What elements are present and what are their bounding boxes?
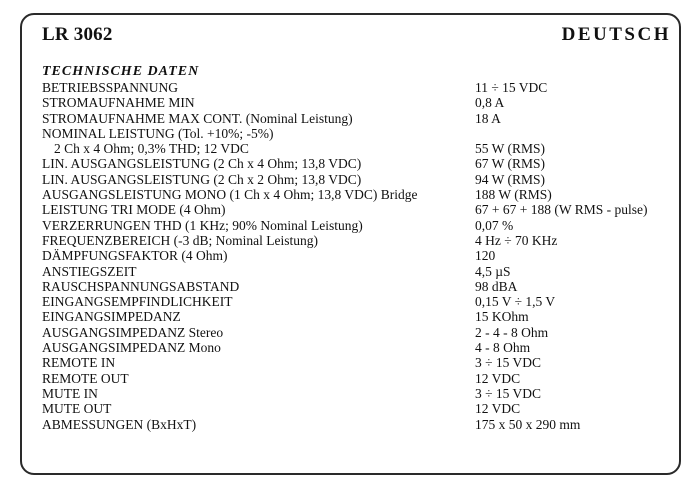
spec-label: EINGANGSEMPFINDLICHKEIT xyxy=(42,294,233,310)
spec-label: MUTE IN xyxy=(42,385,98,401)
spec-row-ausgangsimpedanz-stereo xyxy=(42,325,672,340)
spec-value: 120 xyxy=(475,248,496,264)
spec-value: 188 W (RMS) xyxy=(475,187,552,203)
spec-row-verzerrungen-thd xyxy=(42,218,672,233)
spec-label: LIN. AUSGANGSLEISTUNG (2 Ch x 4 Ohm; 13,8 VDC) xyxy=(42,156,362,172)
spec-value: 2 - 4 - 8 Ohm xyxy=(475,324,549,340)
spec-value: 12 VDC xyxy=(475,370,521,386)
spec-value: 175 x 50 x 290 mm xyxy=(475,416,581,432)
spec-row-frequenzbereich xyxy=(42,233,672,248)
spec-row-abmessungen xyxy=(42,417,672,432)
spec-value: 55 W (RMS) xyxy=(475,141,546,157)
spec-label: NOMINAL LEISTUNG (Tol. +10%; -5%) xyxy=(42,125,274,141)
spec-row-rauschspannungsabstand xyxy=(42,279,672,294)
spec-value: 3 ÷ 15 VDC xyxy=(475,355,542,371)
spec-label: STROMAUFNAHME MIN xyxy=(42,95,195,111)
spec-label: EINGANGSIMPEDANZ xyxy=(42,309,181,325)
spec-label: LEISTUNG TRI MODE (4 Ohm) xyxy=(42,202,226,218)
spec-row-ausgangsimpedanz-mono xyxy=(42,340,672,355)
spec-value: 0,15 V ÷ 1,5 V xyxy=(475,294,556,310)
spec-value: 12 VDC xyxy=(475,401,521,417)
spec-label: AUSGANGSIMPEDANZ Mono xyxy=(42,340,221,356)
spec-label: MUTE OUT xyxy=(42,401,112,417)
spec-label: BETRIEBSSPANNUNG xyxy=(42,80,179,95)
spec-label: REMOTE OUT xyxy=(42,370,129,386)
spec-label: DÄMPFUNGSFAKTOR (4 Ohm) xyxy=(42,248,228,264)
spec-label: LIN. AUSGANGSLEISTUNG (2 Ch x 2 Ohm; 13,8 VDC) xyxy=(42,171,362,187)
spec-label: STROMAUFNAHME MAX CONT. (Nominal Leistung) xyxy=(42,110,353,126)
spec-value: 15 KOhm xyxy=(475,309,529,325)
spec-value: 4 Hz ÷ 70 KHz xyxy=(475,232,558,248)
spec-row-leistung-tri-mode xyxy=(42,202,672,217)
spec-value: 67 + 67 + 188 (W RMS - pulse) xyxy=(475,202,648,218)
spec-label: REMOTE IN xyxy=(42,355,116,371)
spec-value: 11 ÷ 15 VDC xyxy=(475,80,548,95)
spec-row-daempfungsfaktor xyxy=(42,248,672,263)
spec-value: 3 ÷ 15 VDC xyxy=(475,385,542,401)
section-title: TECHNISCHE DATEN xyxy=(42,64,200,79)
spec-value: 0,07 % xyxy=(475,217,514,233)
language-label: DEUTSCH xyxy=(561,24,671,45)
spec-row-mute-out xyxy=(42,401,672,416)
spec-row-stromaufnahme-min xyxy=(42,95,672,110)
spec-row-eingangsimpedanz xyxy=(42,309,672,324)
spec-label: AUSGANGSIMPEDANZ Stereo xyxy=(42,324,224,340)
spec-value: 67 W (RMS) xyxy=(475,156,546,172)
spec-label: ABMESSUNGEN (BxHxT) xyxy=(42,416,197,432)
model-number: LR 3062 xyxy=(42,24,113,45)
spec-row-mute-in xyxy=(42,386,672,401)
spec-row-stromaufnahme-max xyxy=(42,111,672,126)
spec-row-nominal-leistung xyxy=(42,126,672,141)
spec-value: 94 W (RMS) xyxy=(475,171,546,187)
spec-row-lin-ausgangsleistung-2ohm xyxy=(42,172,672,187)
spec-label: ANSTIEGSZEIT xyxy=(42,263,137,279)
spec-sheet-box xyxy=(20,13,681,475)
spec-label: 2 Ch x 4 Ohm; 0,3% THD; 12 VDC xyxy=(54,141,249,157)
spec-row-nominal-2ch-4ohm xyxy=(42,141,672,156)
spec-label: RAUSCHSPANNUNGSABSTAND xyxy=(42,278,240,294)
spec-table xyxy=(42,80,672,432)
spec-label: FREQUENZBEREICH (-3 dB; Nominal Leistung) xyxy=(42,232,318,248)
spec-row-ausgangsleistung-mono xyxy=(42,187,672,202)
spec-row-eingangsempfindlichkeit xyxy=(42,294,672,309)
spec-row-lin-ausgangsleistung-4ohm xyxy=(42,156,672,171)
spec-row-remote-in xyxy=(42,355,672,370)
spec-row-betriebsspannung xyxy=(42,80,672,95)
spec-value: 4 - 8 Ohm xyxy=(475,340,531,356)
spec-row-remote-out xyxy=(42,371,672,386)
spec-row-anstiegszeit xyxy=(42,264,672,279)
spec-value: 4,5 µS xyxy=(475,263,511,279)
spec-label: VERZERRUNGEN THD (1 KHz; 90% Nominal Leistung) xyxy=(42,217,363,233)
spec-value: 18 A xyxy=(475,110,501,126)
spec-value: 0,8 A xyxy=(475,95,505,111)
spec-label: AUSGANGSLEISTUNG MONO (1 Ch x 4 Ohm; 13,8 VDC) Bridge xyxy=(42,187,418,203)
spec-value: 98 dBA xyxy=(475,278,518,294)
